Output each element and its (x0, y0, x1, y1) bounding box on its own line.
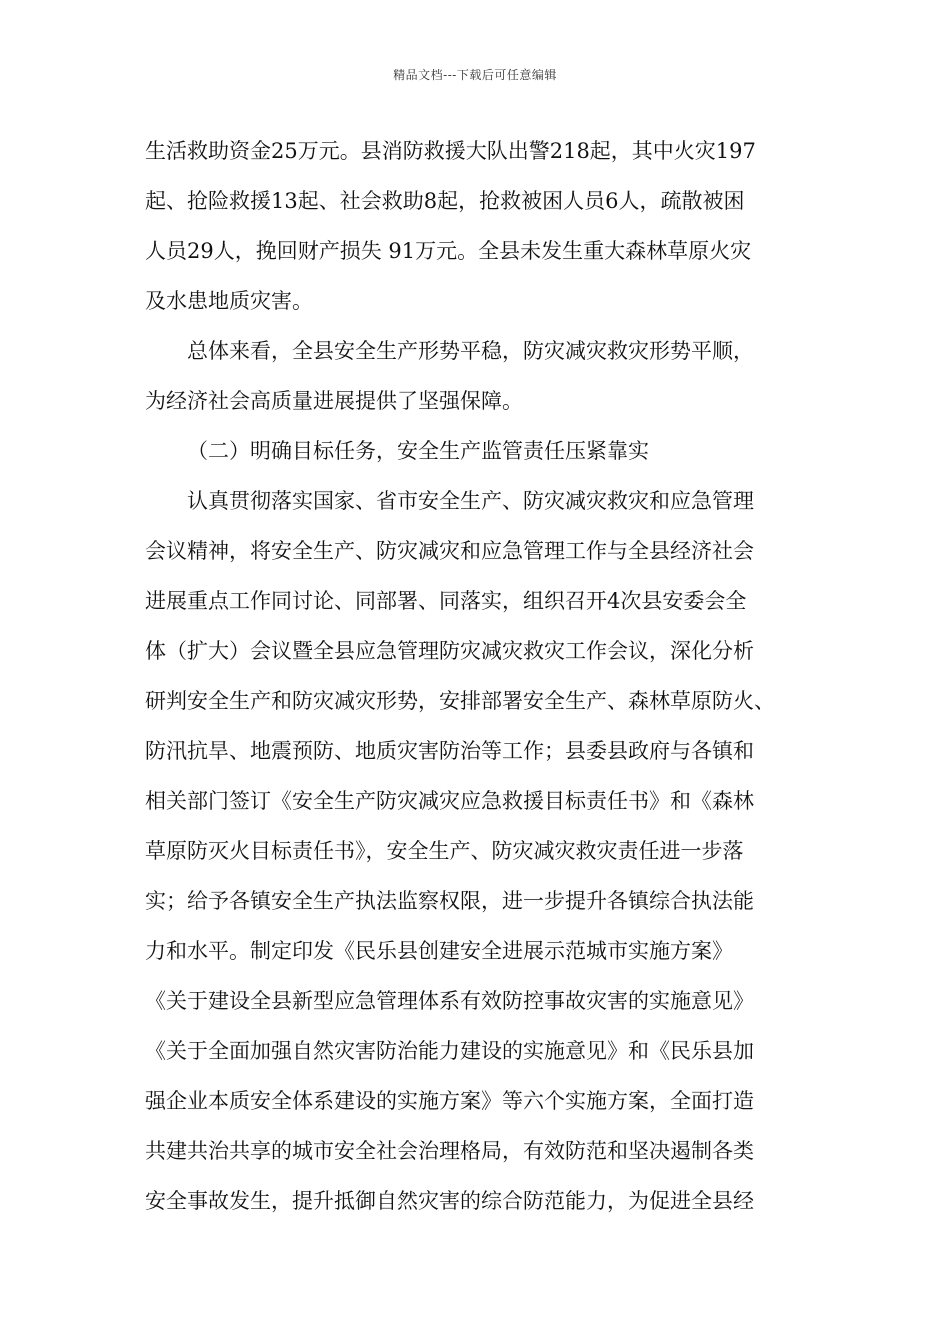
text-line: 研判安全生产和防灾减灾形势，安排部署安全生产、森林草原防火、 (145, 689, 775, 713)
text-line: 生活救助资金25万元。县消防救援大队出警218起，其中火灾197 (145, 139, 756, 163)
document-body (145, 126, 825, 1226)
text-line: 强企业本质安全体系建设的实施方案》等六个实施方案，全面打造 (145, 1089, 754, 1113)
text-line: 体（扩大）会议暨全县应急管理防灾减灾救灾工作会议，深化分析 (145, 639, 754, 663)
text-line: 防汛抗旱、地震预防、地质灾害防治等工作；县委县政府与各镇和 (145, 739, 754, 763)
text-line: 安全事故发生，提升抵御自然灾害的综合防范能力，为促进全县经 (145, 1189, 754, 1213)
text-line: 草原防灭火目标责任书》，安全生产、防灾减灾救灾责任进一步落 (145, 839, 744, 863)
text-line: 《关于建设全县新型应急管理体系有效防控事故灾害的实施意见》 (145, 989, 754, 1013)
section-heading: （二）明确目标任务，安全生产监管责任压紧靠实 (187, 439, 649, 463)
text-line: 人员29人，挽回财产损失 91万元。全县未发生重大森林草原火灾 (145, 239, 752, 263)
text-line: 进展重点工作同讨论、同部署、同落实，组织召开4次县安委会全 (145, 589, 747, 613)
paragraph-start-line: 认真贯彻落实国家、省市安全生产、防灾减灾救灾和应急管理 (187, 489, 754, 513)
text-line: 共建共治共享的城市安全社会治理格局，有效防范和坚决遏制各类 (145, 1139, 754, 1163)
page-header: 精品文档---下载后可任意编辑 (393, 68, 557, 82)
text-line: 实；给予各镇安全生产执法监察权限，进一步提升各镇综合执法能 (145, 889, 754, 913)
text-line: 会议精神，将安全生产、防灾减灾和应急管理工作与全县经济社会 (145, 539, 754, 563)
text-line: 相关部门签订《安全生产防灾减灾应急救援目标责任书》和《森林 (145, 789, 754, 813)
text-line: 为经济社会高质量进展提供了坚强保障。 (145, 389, 523, 413)
text-line: 《关于全面加强自然灾害防治能力建设的实施意见》和《民乐县加 (145, 1039, 754, 1063)
text-line: 及水患地质灾害。 (145, 289, 313, 313)
text-line: 起、抢险救援13起、社会救助8起，抢救被困人员6人，疏散被困 (145, 189, 745, 213)
text-line: 力和水平。制定印发《民乐县创建安全进展示范城市实施方案》 (145, 939, 733, 963)
paragraph-start-line: 总体来看，全县安全生产形势平稳，防灾减灾救灾形势平顺， (187, 339, 754, 363)
